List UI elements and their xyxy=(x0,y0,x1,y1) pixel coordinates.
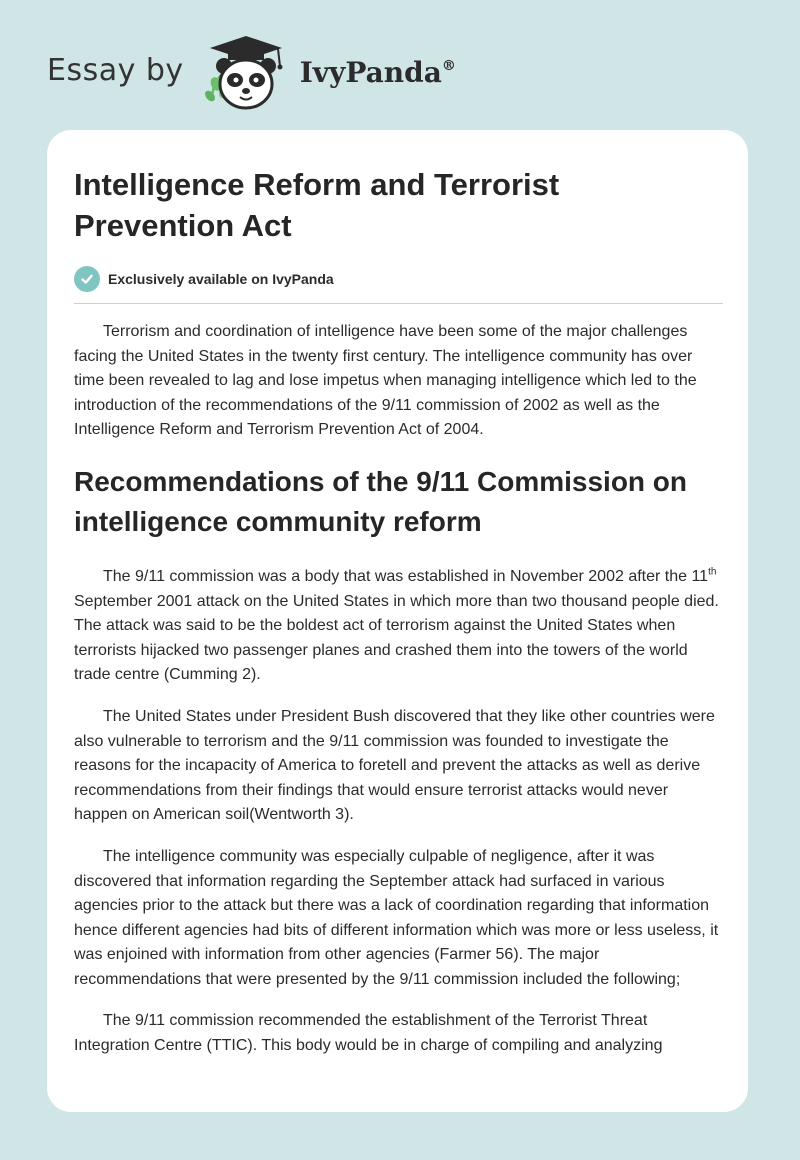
paragraph-4: The 9/11 commission recommended the establishment of the Terrorist Threat Integration Centre (TTIC). This body would be in charge of compiling and analyzing xyxy=(74,1012,663,1055)
paragraph-1: The 9/11 commission was a body that was established in November 2002 after the 11th September 2001 attack on the United States in which more than two thousand people died. The attack was said to be the boldest act of terrorism against the United States when terrorists hijacked two passenger planes and crashed them into the towers of the world trade centre (Cumming 2). xyxy=(74,566,719,684)
divider xyxy=(74,303,723,304)
check-icon xyxy=(74,266,100,292)
article-card xyxy=(47,130,748,1112)
page-title: Intelligence Reform and Terrorist Prevention Act xyxy=(74,167,560,243)
panda-logo-icon[interactable] xyxy=(198,34,294,114)
site-header xyxy=(47,34,547,114)
article-body xyxy=(74,164,723,1059)
registered-mark: ® xyxy=(441,57,456,74)
essay-by-label: Essay by xyxy=(47,52,184,88)
exclusive-badge xyxy=(74,265,723,293)
paragraph-2: The United States under President Bush discovered that they like other countries were also vulnerable to terrorism and the 9/11 commission was founded to investigate the reasons for the incapacity of America to foretell and prevent the attacks as well as derive recommendations from their findings that would ensure terrorist attacks would never happen on American soil(Wentworth 3). xyxy=(74,707,715,824)
intro-paragraph: Terrorism and coordination of intelligence have been some of the major challenges facing the United States in the twenty first century. The intelligence community has over time been revealed to lag and lose impetus when managing intelligence which led to the introduction of the recommendations of the 9/11 commission of 2002 as well as the Intelligence Reform and Terrorism Prevention Act of 2004. xyxy=(74,323,697,439)
paragraph-3: The intelligence community was especially culpable of negligence, after it was discovered that information regarding the September attack had surfaced in various agencies prior to the attack but there was a lack of coordination regarding that information hence different agencies had bits of different information which was more or less useless, it was enjoined with information from other agencies (Farmer 56). The major recommendations that were presented by the 9/11 commission included the following; xyxy=(74,847,719,988)
brand-name[interactable]: IvyPanda® xyxy=(299,55,456,89)
exclusive-label: Exclusively available on IvyPanda xyxy=(108,271,334,287)
section-heading: Recommendations of the 9/11 Commission on intelligence community reform xyxy=(74,465,688,537)
